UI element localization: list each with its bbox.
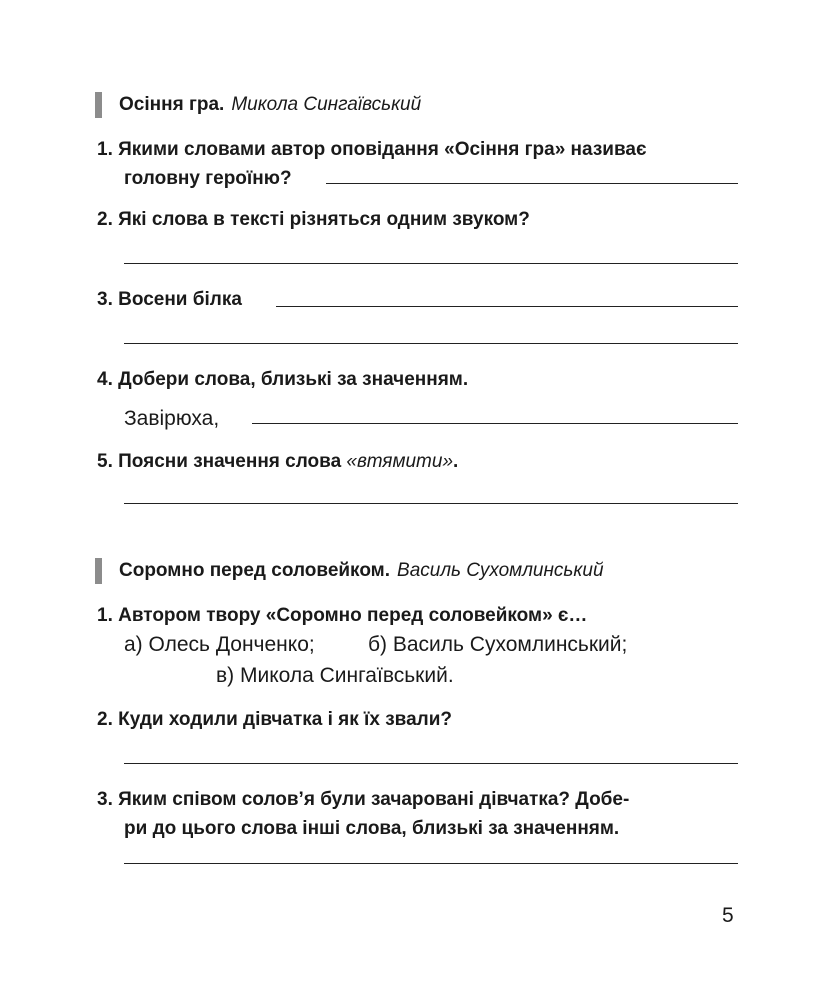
s1-question-5-end: .	[453, 451, 459, 472]
s1-question-4: 4. Добери слова, близькі за значенням.	[97, 369, 469, 390]
page-number: 5	[722, 904, 734, 927]
section-1-heading	[95, 92, 421, 118]
s1-question-5	[97, 448, 458, 476]
answer-line[interactable]	[252, 423, 738, 424]
s2-option-b: б) Василь Сухомлинський;	[368, 633, 628, 656]
answer-line[interactable]	[124, 263, 738, 264]
answer-line[interactable]	[124, 503, 738, 504]
s2-option-a: а) Олесь Донченко;	[124, 633, 315, 656]
s1-question-5-text: 5. Поясни значення слова	[97, 451, 347, 472]
s2-question-3-line-1: 3. Яким співом солов’я були зачаровані дівчатка? Добе-	[97, 789, 630, 810]
s1-question-3: 3. Восени білка	[97, 289, 242, 310]
s2-question-3-line-2: ри до цього слова інші слова, близькі за значенням.	[124, 818, 620, 839]
section-2-heading	[95, 558, 604, 584]
s1-question-2: 2. Які слова в тексті різняться одним звуком?	[97, 209, 530, 230]
s1-question-1-line-2: головну героїню?	[124, 168, 292, 189]
answer-line[interactable]	[276, 306, 738, 307]
section-1-title: Осіння гра.	[119, 94, 225, 115]
s1-question-1-line-1: 1. Якими словами автор оповідання «Осіння гра» називає	[97, 139, 647, 160]
s2-question-1: 1. Автором твору «Соромно перед соловейком» є…	[97, 605, 588, 626]
s1-question-4-start: Завірюха,	[124, 407, 220, 430]
s2-option-c: в) Микола Сингаївський.	[216, 664, 454, 687]
heading-marker	[95, 92, 102, 118]
answer-line[interactable]	[124, 863, 738, 864]
section-1-author: Микола Сингаївський	[231, 94, 422, 115]
s1-question-5-word: «втямити»	[346, 451, 454, 472]
answer-line[interactable]	[326, 183, 738, 184]
section-2-title: Соромно перед соловейком.	[119, 560, 391, 581]
section-2-author: Василь Сухомлинський	[397, 560, 604, 581]
answer-line[interactable]	[124, 763, 738, 764]
answer-line[interactable]	[124, 343, 738, 344]
heading-marker	[95, 558, 102, 584]
s2-question-2: 2. Куди ходили дівчатка і як їх звали?	[97, 709, 453, 730]
